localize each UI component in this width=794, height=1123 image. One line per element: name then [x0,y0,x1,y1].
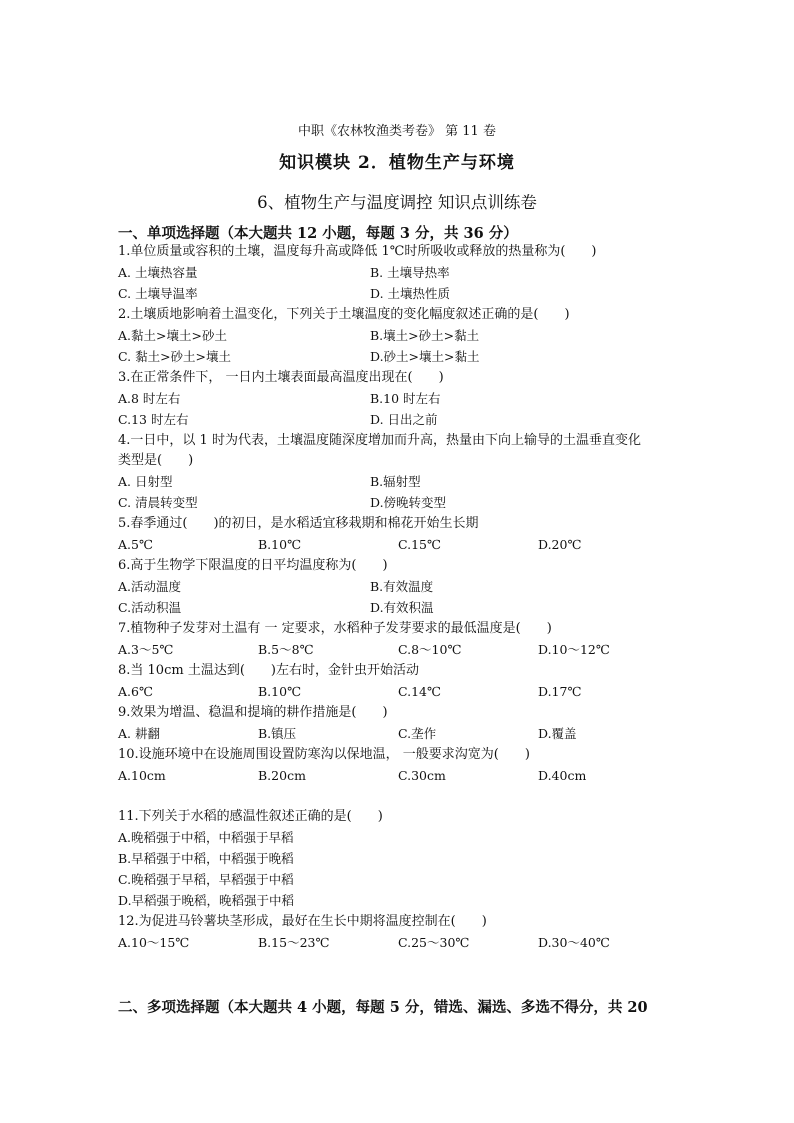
question-4-option-c: C. 清晨转变型 [118,495,198,510]
question-4-stem-continued: 类型是( ) [118,453,194,468]
question-2-option-d: D.砂土>壤土>黏土 [370,349,480,364]
question-8-stem: 8.当 10cm 土温达到( )左右时，金针虫开始活动 [118,663,419,678]
question-5-option-a: A.5℃ [118,537,153,552]
question-11-option-b: B.早稻强于中稻，中稻强于晚稻 [118,851,294,866]
question-7-option-c: C.8～10℃ [398,642,462,657]
question-12-option-d: D.30～40℃ [538,935,610,950]
question-1-option-c: C. 土壤导温率 [118,286,198,301]
exam-series-title: 中职《农林牧渔类考卷》 第 11 卷 [298,124,496,139]
question-7-option-a: A.3～5℃ [118,642,174,657]
question-10-option-b: B.20cm [258,768,306,783]
module-title: 知识模块 2．植物生产与环境 [279,153,515,173]
question-3-option-d: D. 日出之前 [370,412,438,427]
question-10-option-d: D.40cm [538,768,587,783]
question-6-option-d: D.有效积温 [370,600,434,615]
question-6-stem: 6.高于生物学下限温度的日平均温度称为( ) [118,558,388,573]
question-1-option-a: A. 土壤热容量 [118,265,198,280]
question-4-option-b: B.辐射型 [370,474,421,489]
question-3-option-a: A.8 时左右 [118,391,181,406]
question-5-option-d: D.20℃ [538,537,582,552]
question-12-stem: 12.为促进马铃薯块茎形成，最好在生长中期将温度控制在( ) [118,914,487,929]
question-10-option-c: C.30cm [398,768,446,783]
question-11-stem: 11.下列关于水稻的感温性叙述正确的是( ) [118,809,383,824]
question-1-stem: 1.单位质量或容积的土壤，温度每升高或降低 1℃时所吸收或释放的热量称为( ) [118,244,597,259]
question-10-option-a: A.10cm [118,768,166,783]
question-4-option-a: A. 日射型 [118,474,173,489]
question-8-option-a: A.6℃ [118,684,153,699]
question-9-option-a: A. 耕翻 [118,726,160,741]
question-11-option-c: C.晚稻强于早稻，早稻强于中稻 [118,872,294,887]
question-9-option-d: D.覆盖 [538,726,577,741]
question-6-option-b: B.有效温度 [370,579,434,594]
question-12-option-b: B.15～23℃ [258,935,330,950]
section-1-heading: 一、单项选择题（本大题共 12 小题，每题 3 分，共 36 分） [118,225,518,242]
question-9-option-b: B.镇压 [258,726,297,741]
question-2-option-a: A.黏土>壤土>砂土 [118,328,227,343]
question-5-stem: 5.春季通过( )的初日，是水稻适宜移栽期和棉花开始生长期 [118,516,479,531]
question-7-stem: 7.植物种子发芽对土温有 一 定要求，水稻种子发芽要求的最低温度是( ) [118,621,552,636]
question-7-option-d: D.10～12℃ [538,642,610,657]
question-8-option-d: D.17℃ [538,684,582,699]
question-3-stem: 3.在正常条件下， 一日内土壤表面最高温度出现在( ) [118,370,444,385]
question-12-option-c: C.25～30℃ [398,935,470,950]
question-3-option-b: B.10 时左右 [370,391,441,406]
question-5-option-c: C.15℃ [398,537,441,552]
question-2-stem: 2.土壤质地影响着土温变化，下列关于土壤温度的变化幅度叙述正确的是( ) [118,307,570,322]
paper-title: 6、植物生产与温度调控 知识点训练卷 [257,193,537,212]
question-2-option-c: C. 黏土>砂土>壤土 [118,349,232,364]
question-4-option-d: D.傍晚转变型 [370,495,447,510]
question-2-option-b: B.壤土>砂土>黏土 [370,328,480,343]
question-7-option-b: B.5～8℃ [258,642,314,657]
question-11-option-d: D.早稻强于晚稻，晚稻强于中稻 [118,893,295,908]
question-5-option-b: B.10℃ [258,537,302,552]
question-9-option-c: C.垄作 [398,726,437,741]
question-12-option-a: A.10～15℃ [118,935,190,950]
section-2-heading: 二、多项选择题（本大题共 4 小题，每题 5 分，错选、漏选、多选不得分，共 20 [118,999,648,1016]
question-6-option-a: A.活动温度 [118,579,182,594]
question-4-stem: 4.一日中，以 1 时为代表，土壤温度随深度增加而升高，热量由下向上输导的土温垂直变化 [118,433,641,448]
question-8-option-b: B.10℃ [258,684,302,699]
question-1-option-b: B. 土壤导热率 [370,265,450,280]
question-3-option-c: C.13 时左右 [118,412,189,427]
question-11-option-a: A.晚稻强于中稻，中稻强于早稻 [118,830,294,845]
question-1-option-d: D. 土壤热性质 [370,286,451,301]
question-9-stem: 9.效果为增温、稳温和提墒的耕作措施是( ) [118,705,388,720]
question-10-stem: 10.设施环境中在设施周围设置防寒沟以保地温， 一般要求沟宽为( ) [118,747,530,762]
question-6-option-c: C.活动积温 [118,600,182,615]
question-8-option-c: C.14℃ [398,684,441,699]
